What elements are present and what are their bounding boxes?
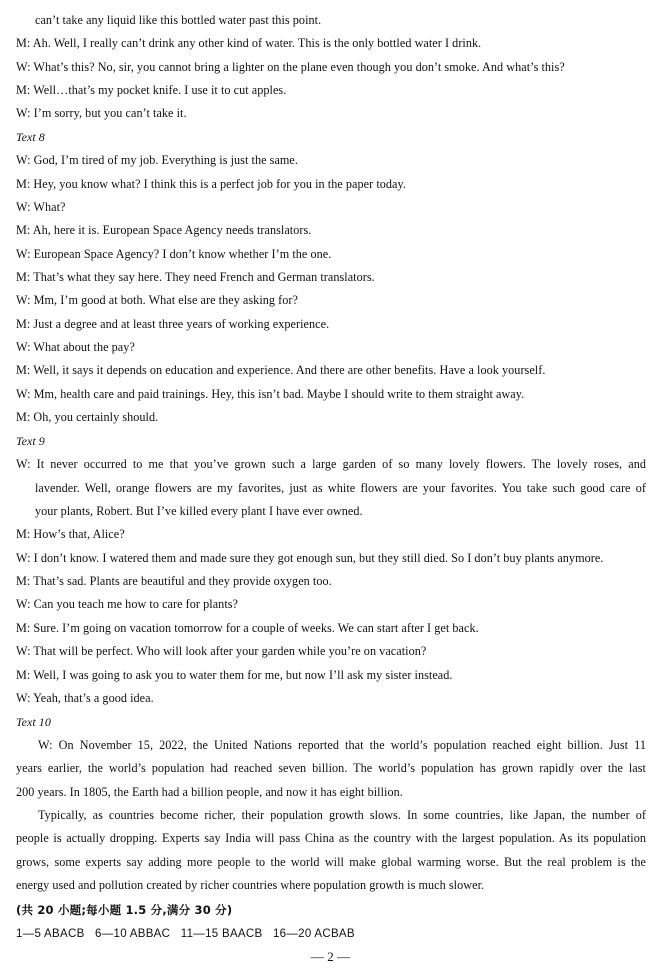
line-09: W: What?	[16, 200, 66, 214]
line-22: your plants, Robert. But I’ve killed every plant I have ever owned.	[35, 504, 363, 518]
line-17: W: Mm, health care and paid trainings. Hey, this isn’t bad. Maybe I should write to them straight away.	[16, 387, 525, 401]
line-10: M: Ah, here it is. European Space Agency needs translators.	[16, 223, 312, 237]
line-04: M: Well…that’s my pocket knife. I use it to cut apples.	[16, 83, 287, 97]
line-14: M: Just a degree and at least three years of working experience.	[16, 317, 330, 331]
line-12: M: That’s what they say here. They need French and German translators.	[16, 270, 375, 284]
page-number: — 2 —	[310, 949, 351, 964]
line-18: M: Oh, you certainly should.	[16, 410, 159, 424]
line-24: W: I don’t know. I watered them and made sure they got enough sun, but they still died. So I don’t buy plants anymore.	[16, 551, 604, 565]
line-07: W: God, I’m tired of my job. Everything is just the same.	[16, 153, 298, 167]
line-03: W: What’s this? No, sir, you cannot bring a lighter on the plane even though you don’t smoke. And what’s this?	[16, 60, 565, 74]
line-32: W: On November 15, 2022, the United Nations reported that the world’s population reached eight billion. Just 11	[38, 738, 646, 752]
line-11: W: European Space Agency? I don’t know whether I’m the one.	[16, 247, 332, 261]
text-8-label: Text 8	[16, 130, 45, 144]
line-26: W: Can you teach me how to care for plants?	[16, 597, 239, 611]
answer-key: 1—5 ABACB 6—10 ABBAC 11—15 BAACB 16—20 ACBAB	[16, 928, 355, 940]
line-21: lavender. Well, orange flowers are my favorites, just as white flowers are your favorites. You take such good care of	[35, 481, 646, 495]
line-38: energy used and pollution created by richer countries where population growth is much slower.	[16, 878, 485, 892]
line-30: W: Yeah, that’s a good idea.	[16, 691, 154, 705]
line-16: M: Well, it says it depends on education and experience. And there are other benefits. Have a look yourself.	[16, 363, 546, 377]
line-05: W: I’m sorry, but you can’t take it.	[16, 106, 187, 120]
line-13: W: Mm, I’m good at both. What else are they asking for?	[16, 293, 298, 307]
line-34: 200 years. In 1805, the Earth had a billion people, and now it has eight billion.	[16, 785, 403, 799]
line-20: W: It never occurred to me that you’ve grown such a large garden of so many lovely flowers. The lovely roses, and	[16, 457, 646, 471]
line-29: M: Well, I was going to ask you to water them for me, but now I’ll ask my sister instead.	[16, 668, 453, 682]
text-10-label: Text 10	[16, 715, 51, 729]
line-27: M: Sure. I’m going on vacation tomorrow for a couple of weeks. We can start after I get back.	[16, 621, 479, 635]
line-37: grows, some experts say adding more people to the world will make global warming worse. But the real problem is the	[16, 855, 646, 869]
line-23: M: How’s that, Alice?	[16, 527, 125, 541]
line-36: people is actually dropping. Experts say India will pass China as the country with the largest population. As its population	[16, 831, 646, 845]
text-9-label: Text 9	[16, 434, 45, 448]
line-08: M: Hey, you know what? I think this is a perfect job for you in the paper today.	[16, 177, 406, 191]
line-33: years earlier, the world’s population had reached seven billion. The world’s population has grown rapidly over the last	[16, 761, 646, 775]
answer-heading: (共 20 小题;每小题 1.5 分,满分 30 分)	[16, 903, 233, 917]
line-01: can’t take any liquid like this bottled water past this point.	[35, 13, 322, 27]
line-35: Typically, as countries become richer, their population growth slows. In some countries, like Japan, the number of	[38, 808, 646, 822]
line-02: M: Ah. Well, I really can’t drink any other kind of water. This is the only bottled water I drink.	[16, 36, 482, 50]
line-25: M: That’s sad. Plants are beautiful and they provide oxygen too.	[16, 574, 332, 588]
line-15: W: What about the pay?	[16, 340, 135, 354]
line-28: W: That will be perfect. Who will look after your garden while you’re on vacation?	[16, 644, 427, 658]
